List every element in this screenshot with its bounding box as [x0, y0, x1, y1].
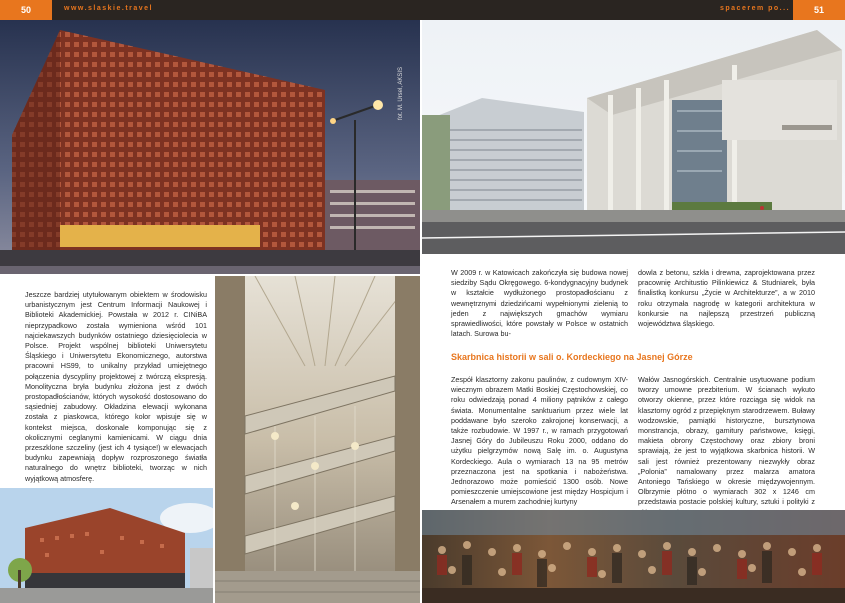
site-url[interactable]: www.slaskie.travel	[64, 5, 153, 12]
library-small-photo	[0, 488, 213, 603]
section-heading: Skarbnica historii w sali o. Kordeckiego na Jasnej Górze	[451, 352, 693, 362]
photo-credit: fot. M. Ursel, AKSIS	[398, 66, 404, 120]
page-number-left: 50	[0, 0, 52, 20]
jasna-gora-column-2	[638, 375, 815, 518]
library-paragraph: Jeszcze bardziej utytułowanym obiektem w środowisku urbanistycznym jest Centrum Informacji Naukowej i Biblioteki Akademickiej. Powstała w 2012 r. CINiBA nieprzypadkowo została wymieniona wśród 101 najciekawszych budynków ostatniego dziesięciolecia w Polsce. Projekt wspólnej biblioteki Uniwersytetu Śląskiego i Uniwersytetu Ekonomicznego, autorstwa pracowni HS99, to unikalny przykład umiejętnego połączenia dyscypliny projektowej z twórczą ekspresją. Monolityczna bryła budynku złożona jest z dwóch prostopadłościanów, których wysokość dostosowano do sąsiedniej zabudowy. Okładzina elewacji wykonana została z piaskowca, którego kolor wpisuje się w kontekst miejsca, doskonale komponując się z okolicznymi ceglanymi kamienicami. W ciągu dnia przeszklone szczeliny (jest ich 4 tysiące!) w elewacjach budynku zapewniają dopływ rozproszonego światła naturalnego do wnętrz biblioteki, tworząc w nich wyjątkową atmosferę.	[25, 290, 207, 483]
court-text-2: dowla z betonu, szkła i drewna, zaprojektowana przez pracownię Architustio Pilinkiewicz & Studniarek, była finalistką konkursu „Życie w Architekturze”, a w 2010 roku otrzymała nagrodę w kategorii architektura w konkursie na najlepszą przestrzeń publiczną województwa śląskiego.	[638, 268, 815, 329]
page-gutter	[420, 20, 422, 603]
jasna-gora-text-2: Wałów Jasnogórskich. Centralnie usytuowane podium tworzy umowne prezbiterium. W ścianach wykuto otworzy okienne, przez które rozciąga się widok na klasztorny ogród z przepięknym starodrzewem. Buławy wodzowskie, pamiątki historyczne, bursztynowa monstrancja, obrazy, gamitury państwowe, księgi, makieta obrony Częstochowy oraz zbiory broni sprawiają, że jest to wyjątkowa skarbnica historii. W sali jest również prezentowany niezwykły obraz „Polonia” namalowany przez malarza amatora Antoniego Tańskiego w okresie międzywojennym. Olbrzymie płótno o wymiarach 302 x 1246 cm przedstawia postacie polskiej kultury, sztuki i polityki z	[638, 375, 815, 507]
section-title: spacerem po...	[720, 5, 791, 12]
library-exterior-photo	[0, 20, 420, 274]
court-building-photo	[422, 20, 845, 254]
jasna-gora-text-1: Zespół klasztorny zakonu paulinów, z cudownym XIV-wiecznym obrazem Matki Boskiej Częstochowskiej, co roku odwiedzają ponad 4 miliony pątników z całego świata. Monumentalne sanktuarium przez wiele lat poddawane było szeroko zakrojonej konserwacji, a także rozbudowie. W 1997 r., w ramach przygotowań Jasnej Góry do Jubileuszu Roku 2000, oddano do użytku pielgrzymów nową Salę im. o. Augustyna Kordeckiego. Aula o wymiarach 13 na 95 metrów przeznaczona jest na spotkania i nabożeństwa. Jednorazowo może pomieścić 1300 osób. Nowe pomieszczenie umiejscowione jest między Hospicjum i Arsenałem a murem zachodniej kurtyny	[451, 375, 628, 507]
library-atrium-photo	[215, 276, 420, 603]
library-description	[25, 290, 207, 484]
court-column-2	[638, 268, 815, 329]
page-number-right: 51	[793, 0, 845, 20]
polonia-painting-photo	[422, 510, 845, 603]
court-text-1: W 2009 r. w Katowicach zakończyła się budowa nowej siedziby Sądu Okręgowego. 6-kondygnacyjny budynek w kształcie wydłużonego prostopadłościanu z wewnętrznymi dziedzińcami wypełnionymi zielenią to jeden z największych gmachów wymiaru sprawiedliwości, które powstały w Polsce w ostatnich latach. Surowa bu-	[451, 268, 628, 339]
court-column-1	[451, 268, 628, 339]
jasna-gora-column-1	[451, 375, 628, 508]
